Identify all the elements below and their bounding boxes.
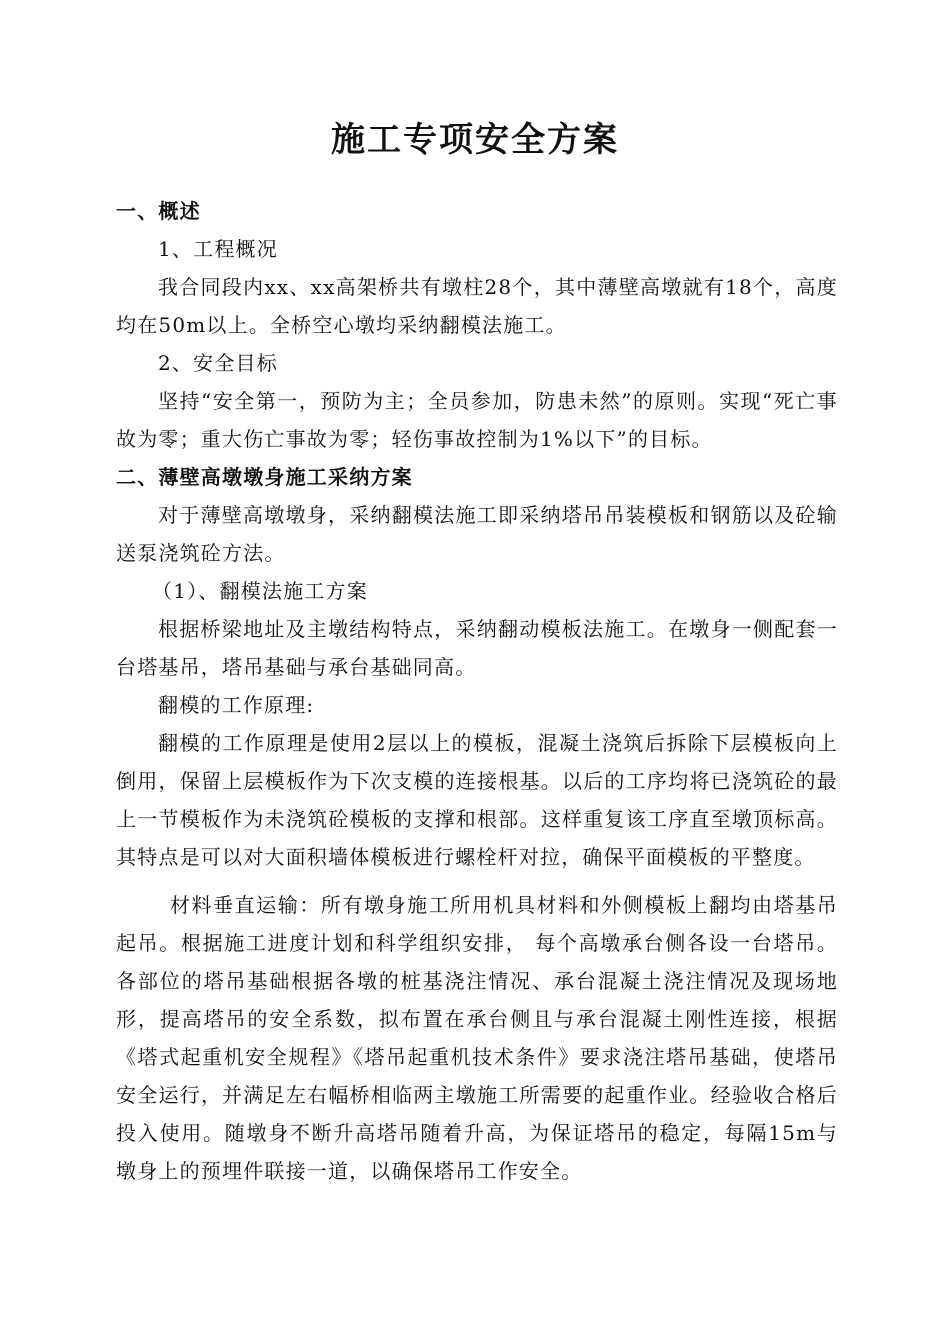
paragraph: 我合同段内xx、xx高架桥共有墩柱28个，其中薄壁高墩就有18个，高度均在50m以上。全桥空心墩均采纳翻模法施工。 <box>116 275 838 337</box>
paragraph: （1）、翻模法施工方案 <box>152 579 368 603</box>
paragraph: 材料垂直运输：所有墩身施工所用机具材料和外侧模板上翻均由塔基吊起吊。根据施工进度计划和科学组织安排， 每个高墩承台侧各设一台塔吊。各部位的塔吊基础根据各墩的桩基浇注情况、承台混凝土浇注情况及现场地形，提高塔吊的安全系数，拟布置在承台侧且与承台混凝土刚性连接，根据《塔式起重机安全规程》《塔吊起重机技术条件》要求浇注塔吊基础，使塔吊安全运行，并满足左右幅桥相临两主墩施工所需要的起重作业。经验收合格后投入使用。随墩身不断升高塔吊随着升高，为保证塔吊的稳定，每隔15m与墩身上的预埋件联接一道，以确保塔吊工作安全。 <box>116 893 838 1183</box>
section-heading: 一、概述 <box>116 199 201 223</box>
paragraph: 翻模的工作原理是使用2层以上的模板，混凝土浇筑后拆除下层模板向上倒用，保留上层模板作为下次支模的连接根基。以后的工序均将已浇筑砼的最上一节模板作为未浇筑砼模板的支撑和根部。这样重复该工序直至墩顶标高。其特点是可以对大面积墙体模板进行螺栓杆对拉，确保平面模板的平整度。 <box>116 731 838 869</box>
paragraph: 坚持“安全第一，预防为主；全员参加，防患未然”的原则。实现“死亡事故为零；重大伤亡事故为零；轻伤事故控制为1%以下”的目标。 <box>116 389 838 451</box>
paragraph: 1、工程概况 <box>158 237 278 261</box>
paragraph: 翻模的工作原理: <box>158 693 315 717</box>
paragraph: 2、安全目标 <box>158 351 278 375</box>
section-heading: 二、薄壁高墩墩身施工采纳方案 <box>116 465 413 489</box>
paragraph: 对于薄壁高墩墩身，采纳翻模法施工即采纳塔吊吊装模板和钢筋以及砼输送泵浇筑砼方法。 <box>116 503 838 565</box>
document-body <box>116 192 838 1190</box>
document-title: 施工专项安全方案 <box>331 120 619 160</box>
paragraph: 根据桥梁地址及主墩结构特点，采纳翻动模板法施工。在墩身一侧配套一台塔基吊，塔吊基础与承台基础同高。 <box>116 617 838 679</box>
